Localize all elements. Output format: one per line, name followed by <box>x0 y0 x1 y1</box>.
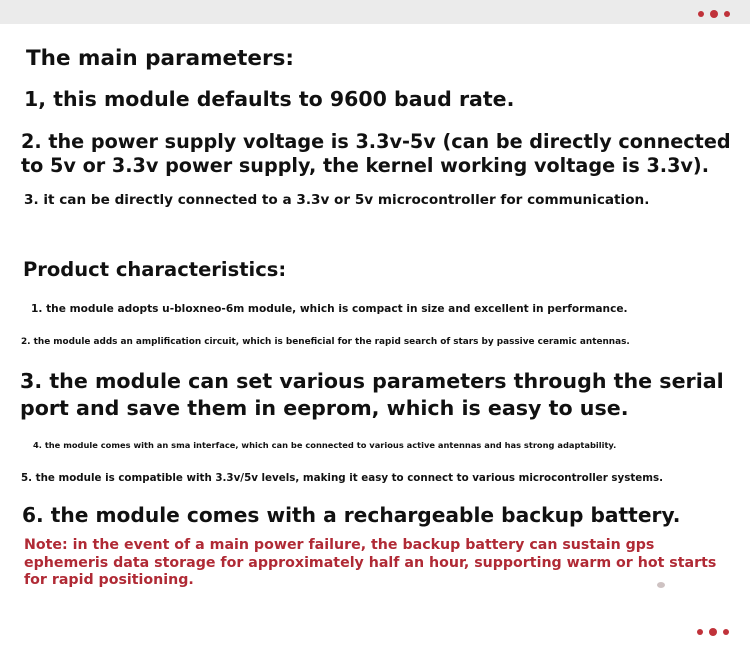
main-parameters-heading: The main parameters: <box>26 46 294 71</box>
characteristic-item-3-line-1: 3. the module can set various parameters through the serial <box>20 369 724 393</box>
dot-icon <box>697 629 703 635</box>
dot-icon <box>710 10 718 18</box>
characteristic-item-6: 6. the module comes with a rechargeable backup battery. <box>22 503 681 527</box>
top-bar <box>0 0 750 24</box>
dot-icon <box>724 11 730 17</box>
decorative-dots-bottom <box>697 629 729 636</box>
parameter-item-2-line-1: 2. the power supply voltage is 3.3v-5v (can be directly connected <box>21 130 731 153</box>
product-characteristics-heading: Product characteristics: <box>23 258 287 281</box>
battery-note: Note: in the event of a main power failure, the backup battery can sustain gps ephemeris data storage for approximately half an hour, supporting warm or hot starts for rapid positioning. <box>24 537 717 588</box>
characteristic-item-4: 4. the module comes with an sma interface, which can be connected to various active antennas and has strong adaptability. <box>33 440 617 450</box>
parameter-item-1: 1, this module defaults to 9600 baud rate. <box>24 87 515 111</box>
characteristic-item-5: 5. the module is compatible with 3.3v/5v levels, making it easy to connect to various microcontroller systems. <box>21 472 664 484</box>
dot-icon <box>709 628 717 636</box>
dot-icon <box>698 11 704 17</box>
decorative-dots-top <box>698 11 730 18</box>
characteristic-item-3-line-2: port and save them in eeprom, which is easy to use. <box>20 396 629 420</box>
dot-icon <box>723 629 729 635</box>
characteristic-item-2: 2. the module adds an amplification circuit, which is beneficial for the rapid search of stars by passive ceramic antennas. <box>21 337 630 347</box>
decorative-mark <box>657 582 665 588</box>
parameter-item-3: 3. it can be directly connected to a 3.3v or 5v microcontroller for communication. <box>24 192 650 208</box>
characteristic-item-1: 1. the module adopts u-bloxneo-6m module, which is compact in size and excellent in performance. <box>31 303 628 315</box>
parameter-item-2-line-2: to 5v or 3.3v power supply, the kernel working voltage is 3.3v). <box>21 154 709 177</box>
